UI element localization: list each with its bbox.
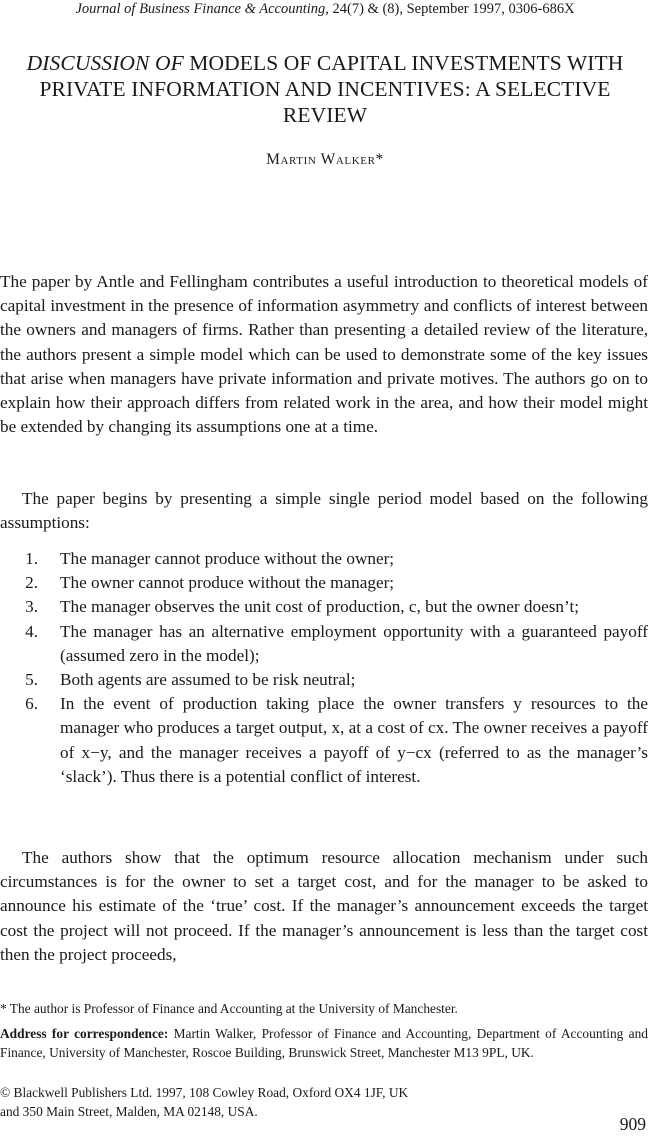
copyright-line: © Blackwell Publishers Ltd. 1997, 108 Cowley Road, Oxford OX4 1JF, UK (0, 1085, 409, 1100)
title-main: MODELS OF CAPITAL INVESTMENTS WITH PRIVATE INFORMATION AND INCENTIVES: A SELECTIVE REVIEW (39, 51, 624, 127)
list-text: The manager cannot produce without the owner; (60, 549, 395, 568)
address-text: Martin Walker, Professor of Finance and Accounting, Department of Accounting and Finance, University of Manchester, Roscoe Building, Brunswick Street, Manchester M13 9PL, UK. (0, 1026, 648, 1060)
address-label: Address for correspondence: (0, 1026, 169, 1041)
list-text: The owner cannot produce without the manager; (60, 573, 395, 593)
assumptions-list (0, 547, 648, 789)
article-title (0, 50, 650, 128)
copyright-line: and 350 Main Street, Malden, MA 02148, USA. (0, 1103, 258, 1119)
paragraph-assumptions-intro: The paper begins by presenting a simple single period model based on the following assumptions: (0, 489, 648, 533)
list-text: In the event of production taking place the owner transfers y resources to the manager who produces a target output, x, at a cost of cx. The owner receives a payoff of x−y, and the manager receives a payoff of y−cx (referred to as the manager’s ‘slack’). Thus there is a potential conflict of interest. (60, 694, 648, 786)
list-number: 6. (25, 694, 38, 714)
page-number: 909 (619, 1114, 646, 1134)
list-text: The manager observes the unit cost of production, c, but the owner doesn’t; (60, 597, 579, 617)
paragraph-intro: The paper by Antle and Fellingham contributes a useful introduction to theoretical models of capital investment in the presence of information asymmetry and conflicts of interest between the owners and managers of firms. Rather than presenting a detailed review of the literature, the authors present a simple model which can be used to demonstrate some of the key issues that arise when managers have private information and private motives. The authors go on to explain how their approach differs from related work in the area, and how their model might be extended by changing its assumptions one at a time. (0, 272, 648, 437)
list-text: Both agents are assumed to be risk neutral; (60, 670, 356, 690)
copyright-notice (0, 1084, 520, 1121)
journal-details: , 24(7) & (8), September 1997, 0306-686X (325, 1, 575, 17)
running-head (0, 0, 650, 18)
list-number: 2. (25, 573, 38, 593)
list-item (0, 692, 648, 789)
list-item (0, 620, 648, 668)
title-italic-part: DISCUSSION OF (26, 51, 184, 75)
journal-name: Journal of Business Finance & Accounting (75, 1, 326, 17)
list-text: The manager has an alternative employment opportunity with a guaranteed payoff (assumed zero in the model); (60, 621, 648, 665)
list-number: 4. (25, 621, 38, 641)
list-item (0, 595, 648, 619)
list-number: 5. (25, 670, 38, 690)
list-item (0, 547, 648, 571)
correspondence-address (0, 1025, 648, 1062)
author-name: Martin Walker* (266, 151, 384, 168)
paragraph-mechanism: The authors show that the optimum resource allocation mechanism under such circumstances is for the owner to set a target cost, and for the manager to be asked to announce his estimate of the ‘true’ cost. If the manager’s announcement exceeds the target cost the project will not proceed. If the manager’s announcement is less than the target cost then the project proceeds, (0, 848, 648, 964)
list-number: 1. (25, 549, 38, 568)
list-number: 3. (25, 597, 38, 617)
list-item (0, 668, 648, 692)
list-item (0, 571, 648, 595)
footnote: * The author is Professor of Finance and Accounting at the University of Manchester. (0, 1001, 458, 1016)
